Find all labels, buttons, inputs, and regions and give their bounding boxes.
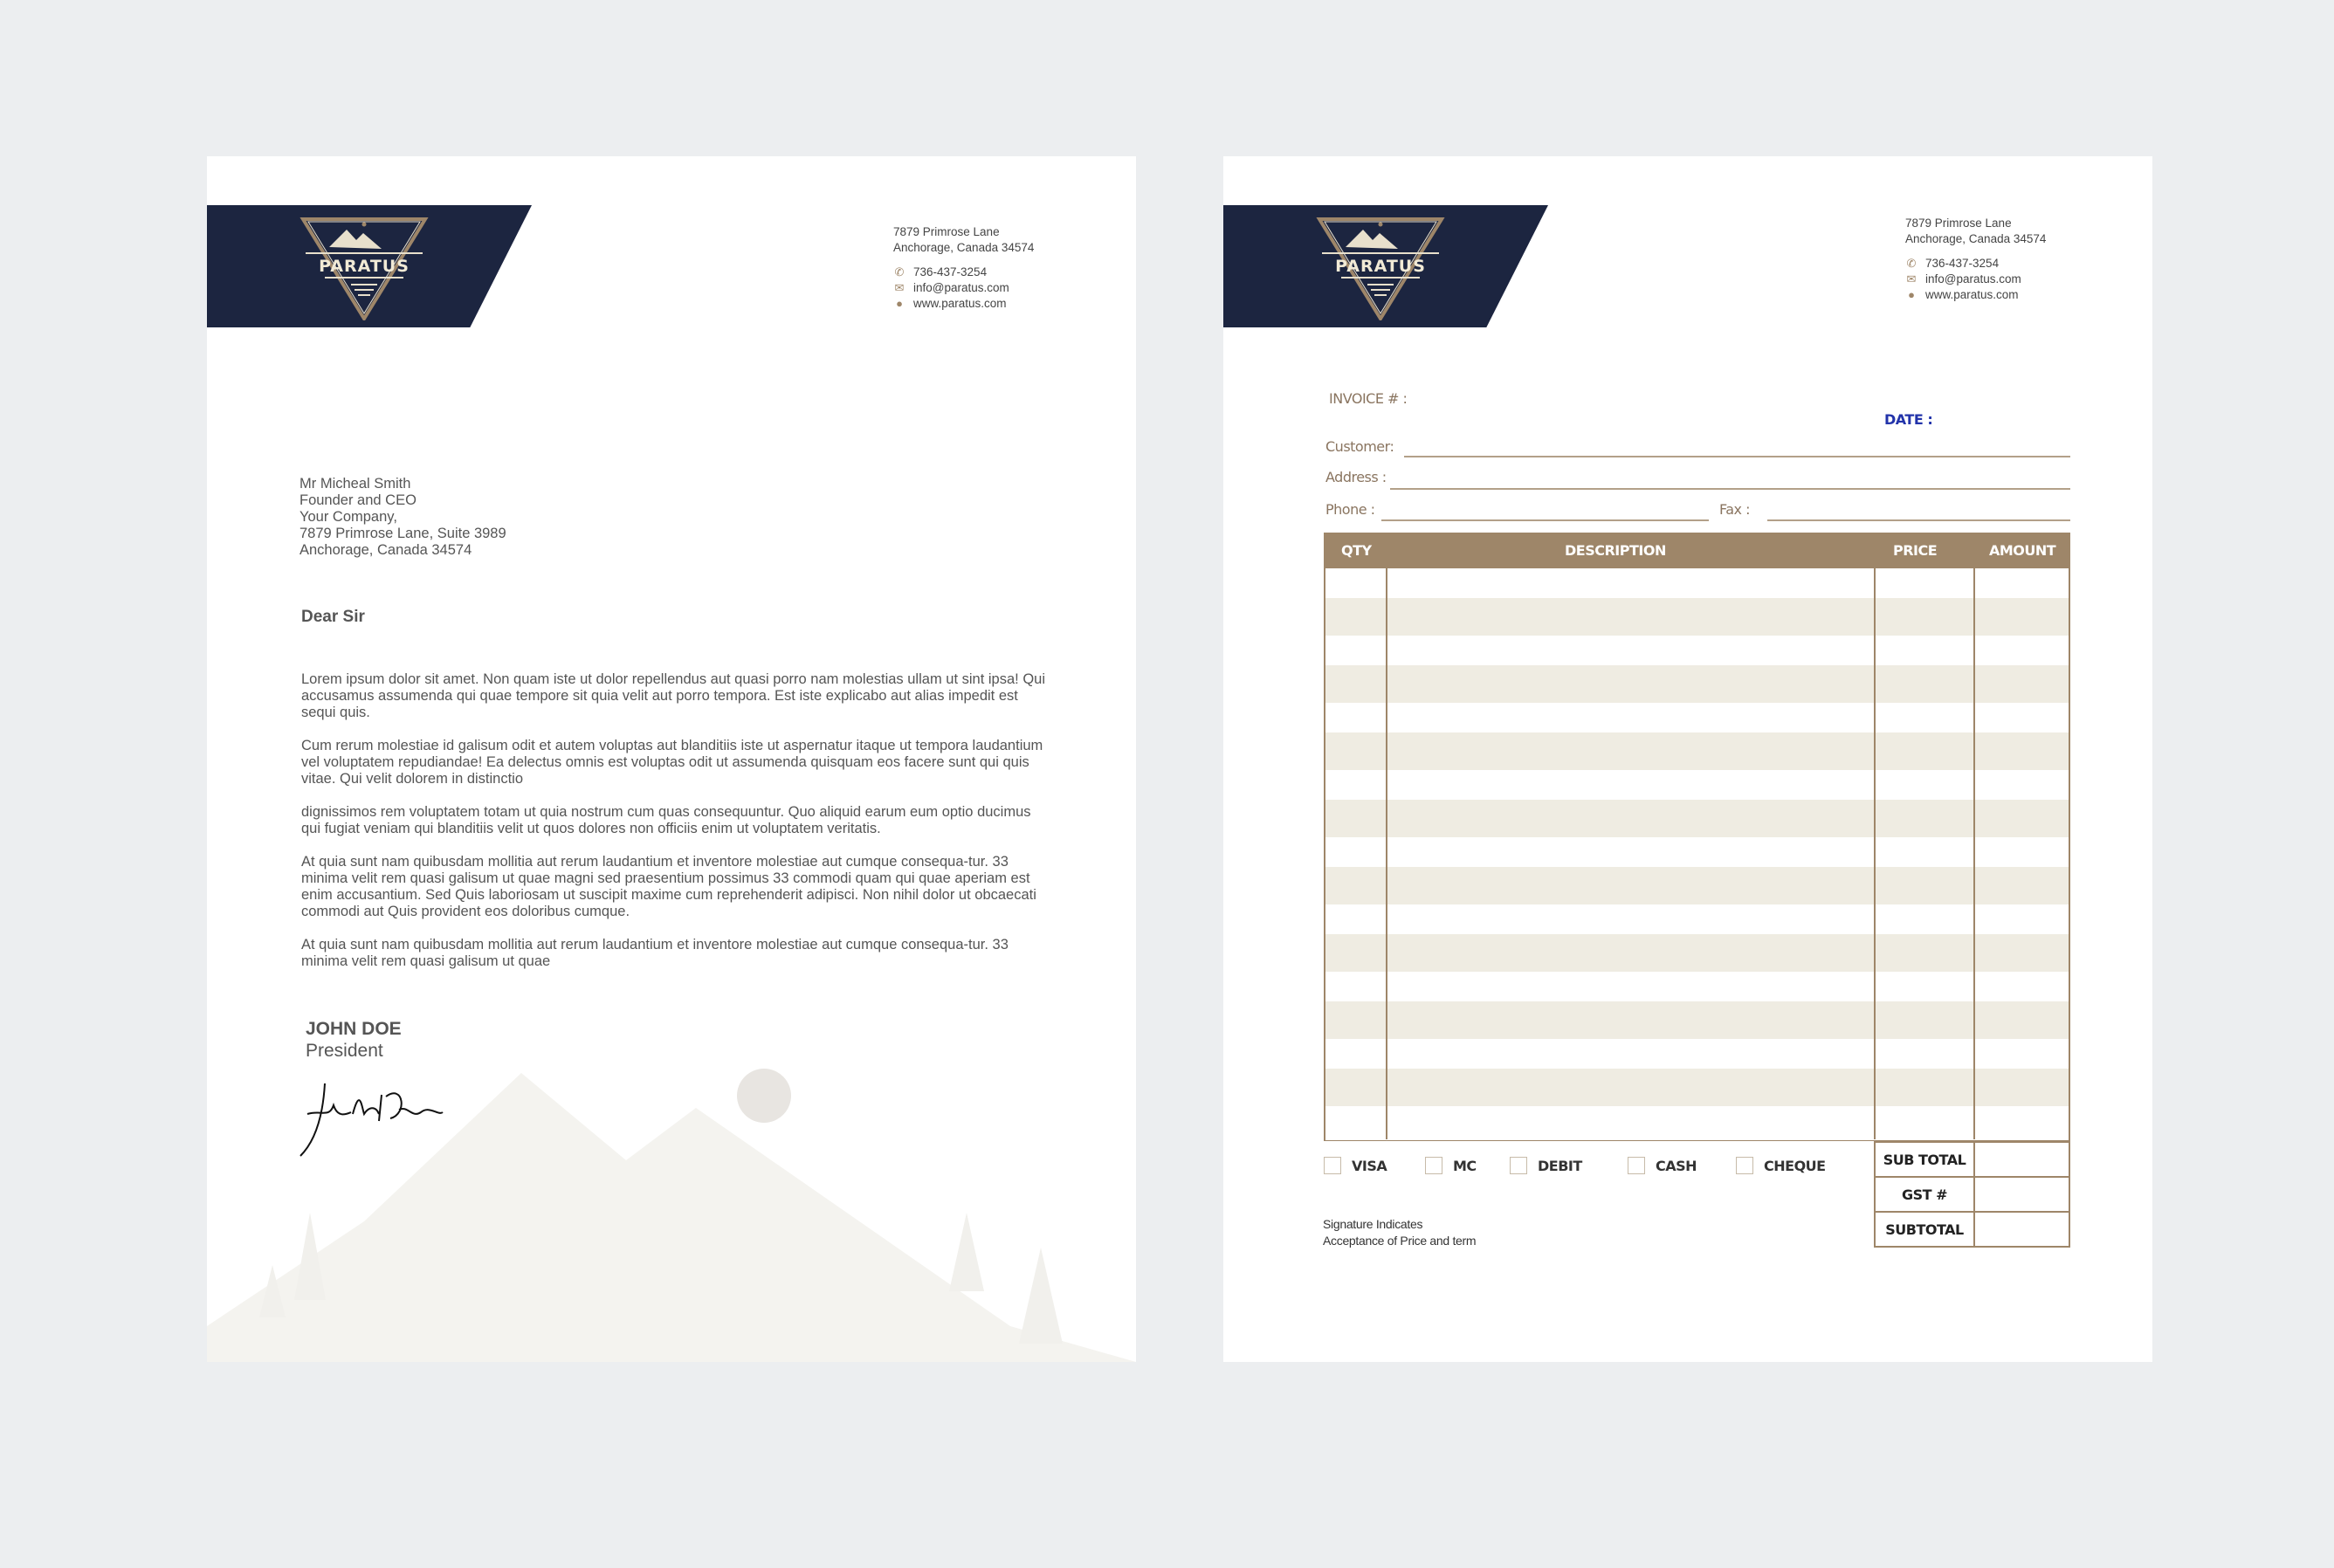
table-row[interactable] [1325, 1106, 2069, 1140]
recipient-address [299, 476, 506, 559]
checkbox[interactable] [1510, 1157, 1527, 1174]
address-line: 7879 Primrose Lane [1905, 217, 2012, 230]
recipient-line: Your Company, [299, 509, 397, 525]
globe-icon: ● [1908, 288, 1915, 301]
checkbox[interactable] [1324, 1157, 1341, 1174]
checkbox-visa[interactable] [1324, 1157, 1387, 1174]
col-price: PRICE [1893, 542, 1938, 559]
table-row[interactable] [1325, 665, 2069, 703]
line-items-table [1324, 533, 2070, 1141]
email-icon: ✉ [894, 281, 905, 294]
table-row[interactable] [1325, 972, 2069, 1001]
svg-text:PARATUS: PARATUS [1335, 257, 1426, 276]
fax-field[interactable] [1767, 519, 2070, 521]
paragraph: Lorem ipsum dolor sit amet. Non quam iste ut dolor repellendus aut quasi porro nam molestias ullam ut sint ipsa! Qui accusamus assumenda qui quae tempore sit quia velit aut porro tempora. Est iste explicabo aut alias impedit est sequi quis. [301, 671, 1045, 720]
signature-note [1323, 1216, 1476, 1249]
phone-icon: ✆ [1906, 257, 1917, 270]
recipient-line: Mr Micheal Smith [299, 476, 411, 492]
checkbox-label: DEBIT [1538, 1157, 1582, 1174]
email: info@paratus.com [1925, 272, 2021, 285]
paragraph: At quia sunt nam quibusdam mollitia aut rerum laudantium et inventore molestiae aut cumque consequa-tur. 33 minima velit rem quasi galisum ut quae [301, 937, 1009, 969]
table-row[interactable] [1325, 867, 2069, 904]
header-band [207, 205, 532, 327]
address-line: Anchorage, Canada 34574 [1905, 232, 2047, 245]
customer-field[interactable] [1404, 456, 2070, 457]
fax-label: Fax : [1719, 501, 1750, 518]
invoice-page [1223, 156, 2152, 1362]
paragraph: dignissimos rem voluptatem totam ut quia nostrum cum quas consequuntur. Quo aliquid earum eum optio ducimus qui fugiat veniam qui blanditiis velit ut quos dolores non officiis enim ut voluptatem veritatis. [301, 804, 1031, 836]
signer-name: JOHN DOE [306, 1019, 402, 1039]
recipient-line: 7879 Primrose Lane, Suite 3989 [299, 526, 506, 541]
phone: 736-437-3254 [1925, 257, 2000, 270]
date-label: DATE : [1884, 411, 1933, 428]
phone-icon: ✆ [894, 265, 905, 279]
checkbox-label: VISA [1352, 1157, 1387, 1174]
table-header [1325, 533, 2069, 568]
checkbox-debit[interactable] [1510, 1157, 1582, 1174]
checkbox-label: MC [1453, 1157, 1477, 1174]
checkbox[interactable] [1736, 1157, 1753, 1174]
checkbox[interactable] [1425, 1157, 1442, 1174]
globe-icon: ● [896, 297, 903, 310]
table-row[interactable] [1325, 800, 2069, 837]
signer-title: President [306, 1041, 383, 1061]
column-divider [1973, 568, 1975, 1139]
letterhead-page [207, 156, 1136, 1362]
table-row[interactable] [1325, 636, 2069, 665]
column-divider [1386, 568, 1387, 1139]
table-row[interactable] [1325, 1001, 2069, 1039]
signature-note-line: Signature Indicates [1323, 1217, 1423, 1231]
table-row[interactable] [1325, 770, 2069, 800]
recipient-line: Founder and CEO [299, 492, 417, 508]
subtotal-label: SUBTOTAL [1876, 1213, 1975, 1246]
gst-row [1876, 1176, 2069, 1211]
address-line: Anchorage, Canada 34574 [893, 241, 1035, 254]
table-row[interactable] [1325, 1069, 2069, 1106]
checkbox-label: CHEQUE [1764, 1157, 1826, 1174]
contact-block [1905, 216, 2046, 303]
table-rows [1325, 568, 2069, 1140]
website: www.paratus.com [1925, 288, 2019, 301]
paragraph: Cum rerum molestiae id galisum odit et autem voluptas aut blanditiis iste ut aspernatur itaque ut tempora laudantium vel voluptatem repudiandae! Ea delectus omnis est voluptas odit ut assumenda quisquam eos facere sunt qui quis vitae. Qui velit dolorem in distinctio [301, 738, 1043, 787]
address-field[interactable] [1390, 488, 2070, 490]
phone-field[interactable] [1381, 519, 1709, 521]
col-qty: QTY [1341, 542, 1372, 559]
phone-label: Phone : [1325, 501, 1375, 518]
table-row[interactable] [1325, 934, 2069, 972]
invoice-number-label: INVOICE # : [1329, 390, 1408, 407]
checkbox[interactable] [1628, 1157, 1645, 1174]
totals-box [1874, 1141, 2070, 1248]
signature-note-line: Acceptance of Price and term [1323, 1234, 1477, 1248]
header-band [1223, 205, 1548, 327]
recipient-line: Anchorage, Canada 34574 [299, 542, 472, 558]
handwritten-signature [299, 1079, 447, 1158]
table-row[interactable] [1325, 568, 2069, 598]
sub-total-label: SUB TOTAL [1876, 1143, 1975, 1176]
table-row[interactable] [1325, 732, 2069, 770]
paragraph: At quia sunt nam quibusdam mollitia aut rerum laudantium et inventore molestiae aut cumque consequa-tur. 33 minima velit rem quasi galisum ut quae magni sed praesentium possimus 33 commodi quam qui quae aperiam est enim accusantium. Sed Quis laboriosam ut suscipit maxime cum reprehenderit adipisci. Non nihil dolor ut obcaecati commodi aut Quis provident eos doloribus cumque. [301, 854, 1036, 919]
table-row[interactable] [1325, 837, 2069, 867]
col-description: DESCRIPTION [1565, 542, 1666, 559]
salutation: Dear Sir [301, 608, 365, 626]
gst-label: GST # [1876, 1178, 1975, 1211]
table-row[interactable] [1325, 598, 2069, 636]
phone: 736-437-3254 [913, 265, 988, 279]
subtotal-row [1876, 1211, 2069, 1246]
col-amount: AMOUNT [1989, 542, 2056, 559]
website: www.paratus.com [913, 297, 1007, 310]
svg-text:PARATUS: PARATUS [319, 257, 410, 276]
sub-total-row [1876, 1141, 2069, 1176]
email: info@paratus.com [913, 281, 1009, 294]
checkbox-label: CASH [1656, 1157, 1697, 1174]
address-line: 7879 Primrose Lane [893, 225, 1000, 238]
checkbox-cash[interactable] [1628, 1157, 1697, 1174]
table-row[interactable] [1325, 1039, 2069, 1069]
paratus-logo [1315, 214, 1446, 320]
contact-block [893, 224, 1034, 312]
letter-body [301, 671, 1052, 987]
checkbox-cheque[interactable] [1736, 1157, 1826, 1174]
table-row[interactable] [1325, 904, 2069, 934]
customer-label: Customer: [1325, 438, 1394, 455]
table-row[interactable] [1325, 703, 2069, 732]
address-label: Address : [1325, 469, 1387, 485]
column-divider [1874, 568, 1876, 1139]
email-icon: ✉ [1906, 272, 1917, 285]
paratus-logo [299, 214, 430, 320]
checkbox-mc[interactable] [1425, 1157, 1477, 1174]
